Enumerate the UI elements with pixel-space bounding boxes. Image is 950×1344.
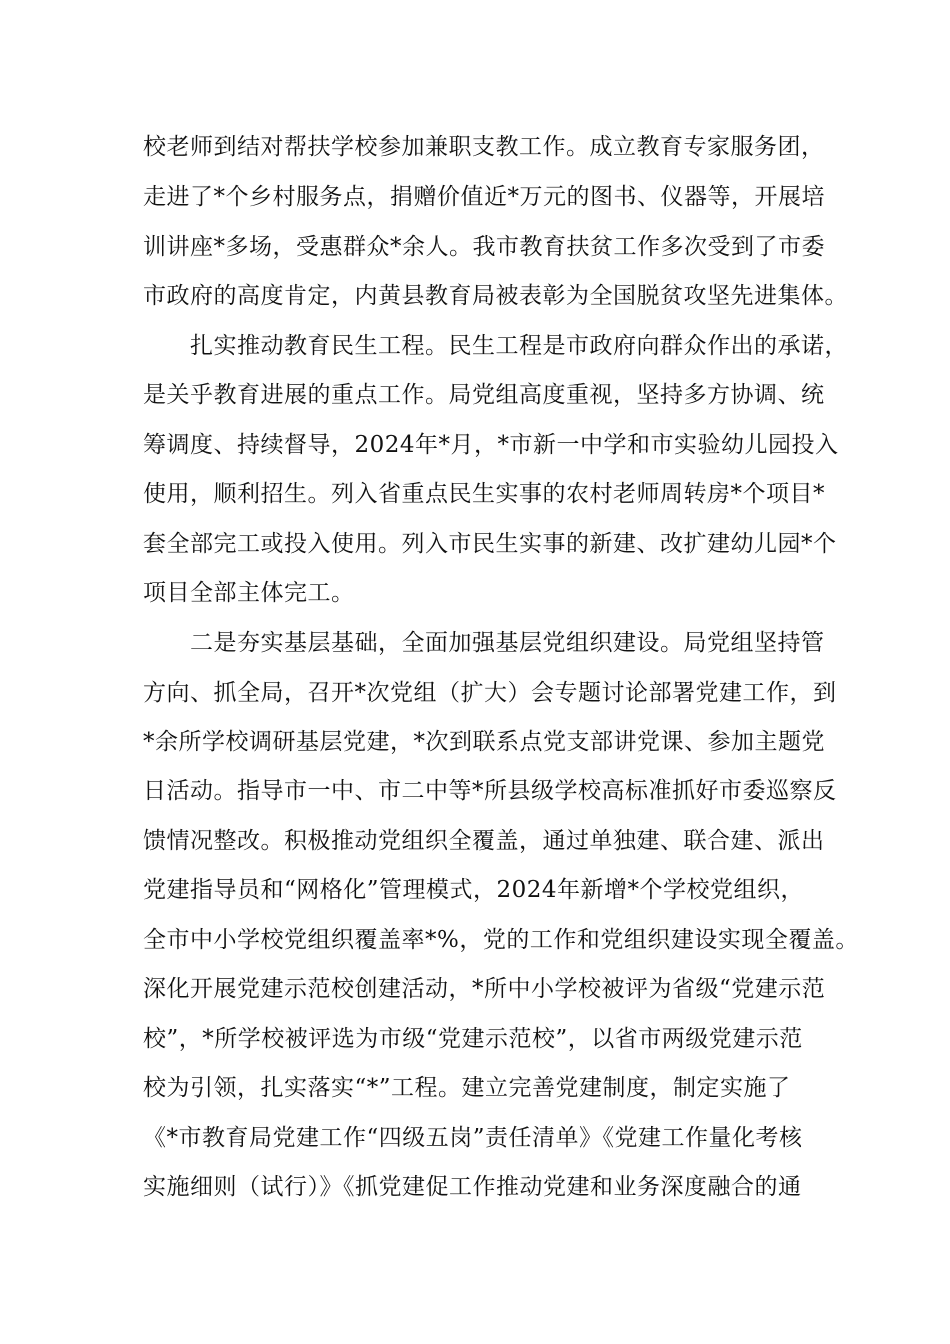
text-line: 使用，顺利招生。列入省重点民生实事的农村老师周转房*个项目* — [143, 481, 825, 507]
text-line: 训讲座*多场，受惠群众*余人。我市教育扶贫工作多次受到了市委 — [143, 234, 825, 260]
text-line: 校老师到结对帮扶学校参加兼职支教工作。成立教育专家服务团， — [143, 134, 825, 160]
text-line: 套全部完工或投入使用。列入市民生实事的新建、改扩建幼儿园*个 — [143, 531, 837, 557]
text-line: 馈情况整改。积极推动党组织全覆盖，通过单独建、联合建、派出 — [143, 828, 825, 854]
text-line: 日活动。指导市一中、市二中等*所县级学校高标准抓好市委巡察反 — [143, 778, 837, 804]
text-line: 项目全部主体完工。 — [143, 580, 355, 606]
text-line: 党建指导员和“网格化”管理模式，2024年新增*个学校党组织， — [143, 877, 805, 903]
text-line: 《*市教育局党建工作“四级五岗”责任清单》《党建工作量化考核 — [143, 1125, 803, 1151]
text-line: 是关乎教育进展的重点工作。局党组高度重视，坚持多方协调、统 — [143, 382, 825, 408]
text-line: 市政府的高度肯定，内黄县教育局被表彰为全国脱贫攻坚先进集体。 — [143, 283, 848, 309]
text-line: 校”，*所学校被评选为市级“党建示范校”，以省市两级党建示范 — [143, 1026, 803, 1052]
text-line: 实施细则（试行）》《抓党建促工作推动党建和业务深度融合的通 — [143, 1174, 802, 1200]
text-line: 全市中小学校党组织覆盖率*%，党的工作和党组织建设实现全覆盖。 — [143, 927, 859, 953]
text-line: 校为引领，扎实落实“*”工程。建立完善党建制度，制定实施了 — [143, 1075, 791, 1101]
text-line: 筹调度、持续督导，2024年*月，*市新一中学和市实验幼儿园投入 — [143, 432, 839, 458]
text-line: *余所学校调研基层党建，*次到联系点党支部讲党课、参加主题党 — [143, 729, 825, 755]
text-line: 深化开展党建示范校创建活动，*所中小学校被评为省级“党建示范 — [143, 976, 826, 1002]
paragraph-first-line: 扎实推动教育民生工程。民生工程是市政府向群众作出的承诺， — [190, 333, 848, 359]
text-line: 走进了*个乡村服务点，捐赠价值近*万元的图书、仪器等，开展培 — [143, 184, 825, 210]
paragraph-first-line: 二是夯实基层基础，全面加强基层党组织建设。局党组坚持管 — [190, 630, 825, 656]
text-line: 方向、抓全局，召开*次党组（扩大）会专题讨论部署党建工作，到 — [143, 680, 837, 706]
